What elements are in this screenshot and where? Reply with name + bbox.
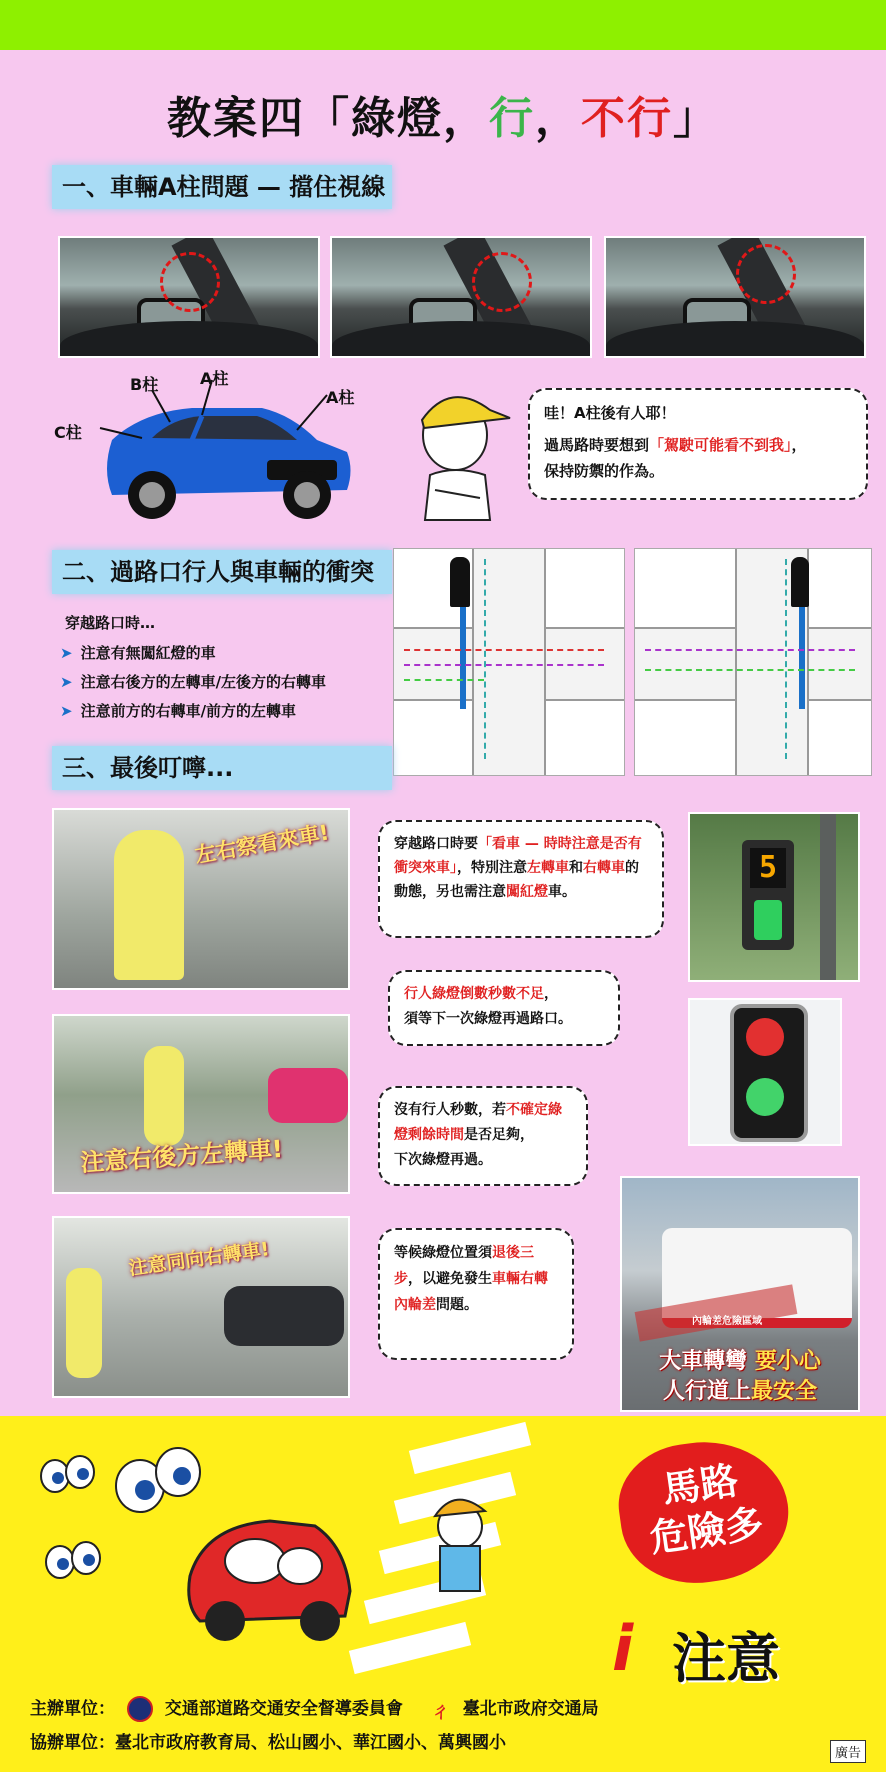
pedestrian-silhouette [450, 557, 470, 607]
car-illustration [52, 360, 362, 530]
speech1-d: 左轉車 [527, 860, 569, 876]
advertisement-tag: 廣告 [830, 1740, 866, 1763]
section-heading-3: 三、最後叮嚀... [52, 746, 392, 790]
pedestrian-silhouette-right [791, 557, 809, 607]
speech-a-pillar [528, 388, 868, 500]
page-title [0, 82, 886, 146]
organizer-label: 主辦單位： [30, 1699, 115, 1719]
bus-caption-1b: 要小心 [754, 1349, 821, 1374]
a-pillar-label-1: A柱 [200, 369, 229, 388]
bullet-2-text: 注意右後方的左轉車/左後方的右轉車 [80, 673, 327, 691]
speech-look-at-cars [378, 820, 664, 938]
photo-look-left-right [52, 808, 350, 990]
bullet-1: ➤ 注意有無闖紅燈的車 [60, 644, 216, 662]
green-path [404, 679, 484, 681]
notice-i-letter: i [612, 1612, 634, 1685]
speech1-c: ，特別注意 [457, 860, 527, 876]
purple-path [404, 664, 604, 666]
speech4-b: 退後三步 [394, 1245, 534, 1287]
speech1-i: 車。 [548, 884, 576, 900]
pedestrian-countdown-signal-photo [688, 812, 860, 982]
bus-caption-line-2 [622, 1374, 858, 1405]
green-path-right [645, 669, 855, 671]
speech-no-countdown [378, 1086, 588, 1186]
speech4-d: 車輛右轉內輪差 [394, 1271, 548, 1313]
a-pillar-photo-2 [330, 236, 592, 358]
transport-bureau-logo-icon: ㄔ [430, 1698, 451, 1723]
intersection-diagram-right [634, 548, 872, 776]
section-heading-1: 一、車輛A柱問題 — 擋住視線 [52, 165, 392, 209]
teal-path-right [785, 559, 787, 759]
speech1-f: 右轉車 [583, 860, 625, 876]
speech1-h: 闖紅燈 [506, 884, 548, 900]
title-no-go: 不行 [581, 93, 673, 144]
coorganizer-line [30, 1728, 506, 1753]
intersection-diagram-left [393, 548, 625, 776]
speech-a-pillar-line-2c: ， [791, 436, 807, 454]
organizer-line [30, 1694, 599, 1724]
notice-text: 注意 [672, 1627, 780, 1690]
danger-line-2: 危險多 [647, 1501, 767, 1561]
a-pillar-photo-3 [604, 236, 866, 358]
speech3-d: 下次綠燈再過。 [394, 1152, 492, 1168]
title-separator: ， [535, 93, 581, 144]
bus-turning-photo [620, 1176, 860, 1412]
photo-right-turn-car [52, 1216, 350, 1398]
speech4-c: ，以避免發生 [408, 1271, 492, 1287]
speech3-b: 不確定綠燈剩餘時間 [394, 1102, 562, 1143]
bullet-1-text: 注意有無闖紅燈的車 [80, 644, 216, 662]
photo-2-caption: 注意右後方左轉車! [79, 1134, 284, 1178]
speech1-b: 「看車 — 時時注意是否有衝突來車」 [394, 836, 642, 876]
bullet-3-text: 注意前方的右轉車/前方的左轉車 [80, 702, 297, 720]
speech4-a: 等候綠燈位置須 [394, 1245, 492, 1261]
green-walk-light-2 [746, 1078, 784, 1116]
bus-caption-2b: 最安全 [751, 1379, 818, 1404]
coorganizer-label: 協辦單位： [30, 1733, 115, 1753]
title-suffix: 」 [673, 93, 719, 144]
speech-countdown-insufficient [388, 970, 620, 1046]
child-with-cap-illustration [410, 380, 520, 530]
title-prefix: 教案四「綠燈， [167, 93, 489, 144]
speech1-g: 的動態，另也需注意 [394, 860, 639, 900]
top-banner-bar [0, 0, 886, 50]
inner-wheel-zone-label: 內輪差危險區域 [692, 1316, 762, 1327]
countdown-number: 5 [750, 848, 786, 888]
bottom-banner [0, 1416, 886, 1772]
green-walk-light [754, 900, 782, 940]
section-heading-2: 二、過路口行人與車輛的衝突 [52, 550, 392, 594]
speech4-e: 問題。 [436, 1297, 478, 1313]
speech-a-pillar-line-3: 保持防禦的作為。 [544, 462, 665, 480]
speech-a-pillar-line-1: 哇！A柱後有人耶！ [544, 404, 676, 422]
bullet-3: ➤ 注意前方的右轉車/前方的左轉車 [60, 702, 297, 720]
title-go: 行 [489, 93, 535, 144]
danger-line-1: 馬路 [659, 1458, 741, 1513]
pedestrian-signal-photo [688, 998, 842, 1146]
a-pillar-label-2: A柱 [326, 388, 355, 407]
speech3-a: 沒有行人秒數，若 [394, 1102, 506, 1118]
coorganizers: 臺北市政府教育局、松山國小、華江國小、萬興國小 [115, 1733, 506, 1753]
purple-path-right [645, 649, 855, 651]
speech3-c: 是否足夠， [464, 1127, 534, 1143]
speech-a-pillar-line-2a: 過馬路時要想到 [544, 436, 650, 454]
red-stand-light [746, 1018, 784, 1056]
a-pillar-photo-1 [58, 236, 320, 358]
committee-logo-icon [127, 1696, 153, 1722]
bus-caption-line-1 [622, 1344, 858, 1375]
speech-step-back [378, 1228, 574, 1360]
bus-caption-2a: 人行道上 [662, 1379, 751, 1404]
photo-1-caption: 左右察看來車! [193, 820, 331, 868]
speech2-a: 行人綠燈倒數秒數不足 [404, 986, 544, 1002]
speech2-c: 須等下一次綠燈再過路口。 [404, 1011, 572, 1027]
speech-a-pillar-line-2b: 「駕駛可能看不到我」 [649, 436, 792, 454]
section-2-intro: 穿越路口時… [65, 614, 156, 632]
photo-3-caption: 注意同向右轉車! [127, 1238, 271, 1280]
c-pillar-label: C柱 [54, 423, 82, 442]
organizer-2: 臺北市政府交通局 [462, 1699, 599, 1719]
teal-path [484, 559, 486, 759]
speech2-b: ， [544, 986, 558, 1002]
speech1-e: 和 [569, 860, 583, 876]
bullet-2: ➤ 注意右後方的左轉車/左後方的右轉車 [60, 673, 327, 691]
red-path [404, 649, 604, 651]
bus-caption-1a: 大車轉彎 [659, 1349, 748, 1374]
photo-left-turn-car [52, 1014, 350, 1194]
speech1-a: 穿越路口時要 [394, 836, 478, 852]
b-pillar-label: B柱 [130, 375, 159, 394]
organizer-1: 交通部道路交通安全督導委員會 [164, 1699, 403, 1719]
